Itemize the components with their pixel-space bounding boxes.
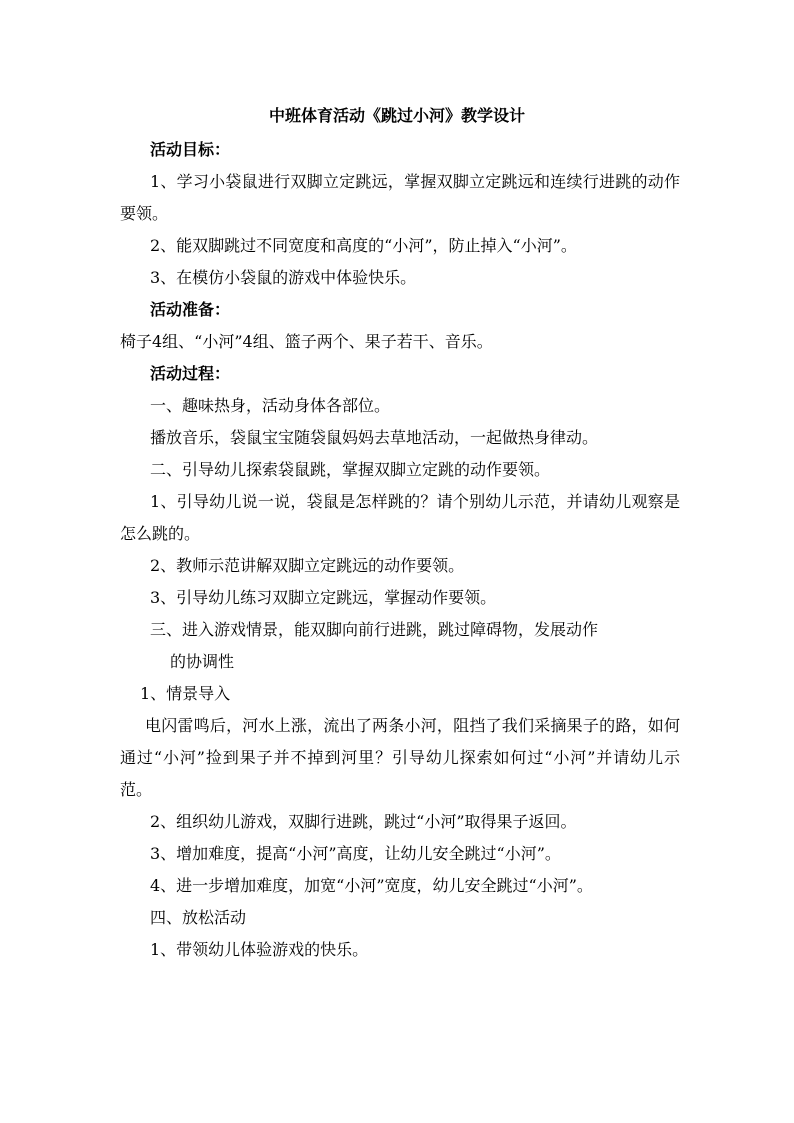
step-1-text: 播放音乐，袋鼠宝宝随袋鼠妈妈去草地活动，一起做热身律动。 — [150, 428, 599, 447]
step-2-3: 3、引导幼儿练习双脚立定跳远，掌握动作要领。 — [150, 588, 497, 607]
step-3-1: 1、情景导入 — [140, 684, 231, 703]
goals-heading: 活动目标： — [150, 140, 231, 159]
step-4-1: 1、带领幼儿体验游戏的快乐。 — [150, 940, 369, 959]
step-2-title: 二、引导幼儿探索袋鼠跳，掌握双脚立定跳的动作要领。 — [150, 460, 551, 479]
step-3-title-line-2: 的协调性 — [170, 652, 235, 671]
prep-text: 椅子4组、“小河”4组、篮子两个、果子若干、音乐。 — [120, 332, 493, 351]
goal-2: 2、能双脚跳过不同宽度和高度的“小河”，防止掉入“小河”。 — [150, 236, 577, 255]
goal-3: 3、在模仿小袋鼠的游戏中体验快乐。 — [150, 268, 417, 287]
step-4-title: 四、放松活动 — [150, 908, 247, 927]
step-3-title-line-1: 三、进入游戏情景，能双脚向前行进跳，跳过障碍物，发展动作 — [150, 620, 599, 639]
step-2-1: 1、引导幼儿说一说，袋鼠是怎样跳的？请个别幼儿示范，并请幼儿观察是怎么跳的。 — [120, 492, 680, 543]
step-3-2: 2、组织幼儿游戏，双脚行进跳，跳过“小河”取得果子返回。 — [150, 812, 577, 831]
prep-heading: 活动准备： — [150, 300, 231, 319]
step-3-4: 4、进一步增加难度，加宽“小河”宽度，幼儿安全跳过“小河”。 — [150, 876, 593, 895]
step-1-title: 一、趣味热身，活动身体各部位。 — [150, 396, 391, 415]
process-heading: 活动过程： — [150, 364, 231, 383]
document-body — [120, 134, 680, 966]
document-title: 中班体育活动《跳过小河》教学设计 — [268, 106, 525, 125]
step-3-3: 3、增加难度，提高“小河”高度，让幼儿安全跳过“小河”。 — [150, 844, 561, 863]
step-3-1-text: 电闪雷鸣后，河水上涨，流出了两条小河，阻挡了我们采摘果子的路，如何通过“小河”捡到果子并不掉到河里？引导幼儿探索如何过“小河”并请幼儿示范。 — [120, 716, 680, 799]
goal-1: 1、学习小袋鼠进行双脚立定跳远，掌握双脚立定跳远和连续行进跳的动作要领。 — [120, 172, 680, 223]
step-2-2: 2、教师示范讲解双脚立定跳远的动作要领。 — [150, 556, 465, 575]
step-3-title — [120, 614, 680, 678]
